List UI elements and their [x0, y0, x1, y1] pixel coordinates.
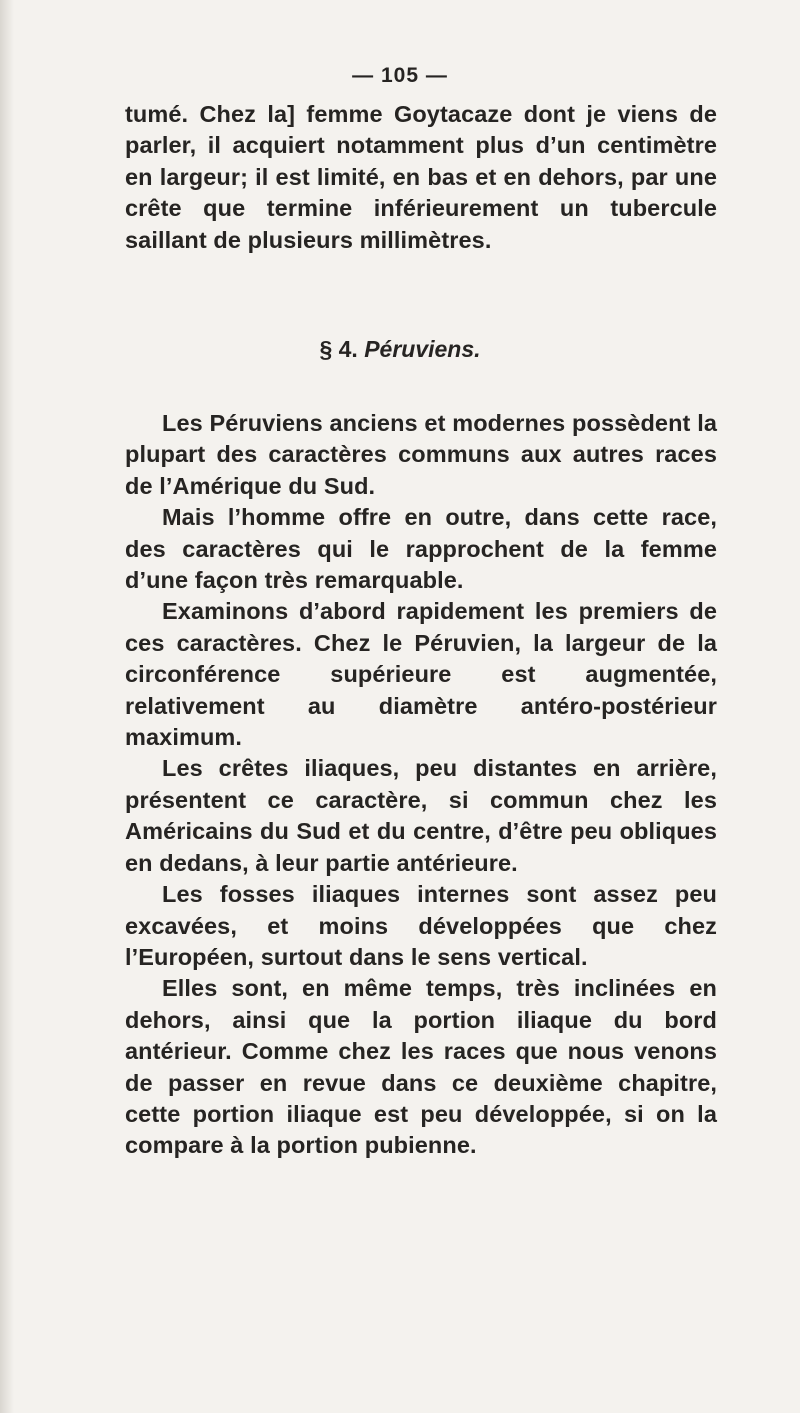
- paragraph-2: Mais l’homme offre en outre, dans cette race, des caractères qui le rapprochent de la femme d’une façon très remarquable.: [125, 504, 717, 594]
- paragraph-3: Examinons d’abord rapidement les premiers de ces caractères. Chez le Péruvien, la largeur de la circonférence supérieure est augmentée, relativement au diamètre antéro-postérieur maximum.: [125, 598, 717, 751]
- paragraph-1: Les Péruviens anciens et modernes possèdent la plupart des caractères communs aux autres races de l’Amérique du Sud.: [125, 410, 717, 499]
- paragraph-4: Les crêtes iliaques, peu distantes en arrière, présentent ce caractère, si commun chez les Américains du Sud et du centre, d’être peu obliques en dedans, à leur partie antérieure.: [125, 755, 717, 876]
- page-edge-shadow: [0, 0, 14, 1413]
- section-heading: [0, 336, 800, 363]
- intro-text-block: [125, 99, 717, 256]
- paragraph-6: Elles sont, en même temps, très inclinées en dehors, ainsi que la portion iliaque du bord antérieur. Comme chez les races que nous venons de passer en revue dans ce deuxième chapitre, cette portion iliaque est peu développée, si on la compare à la portion pubienne.: [125, 975, 717, 1159]
- paragraph-5: Les fosses iliaques internes sont assez peu excavées, et moins développées que chez l’Européen, surtout dans le sens vertical.: [125, 881, 717, 970]
- section-title: Péruviens.: [364, 336, 481, 362]
- page-number: — 105 —: [352, 64, 448, 87]
- section-number: § 4.: [319, 336, 358, 362]
- intro-paragraph: tumé. Chez la] femme Goytacaze dont je viens de parler, il acquiert notamment plus d’un centimètre en largeur; il est limité, en bas et en dehors, par une crête que termine inférieurement un tubercule saillant de plusieurs millimètres.: [125, 101, 717, 253]
- section-body: [125, 408, 717, 1162]
